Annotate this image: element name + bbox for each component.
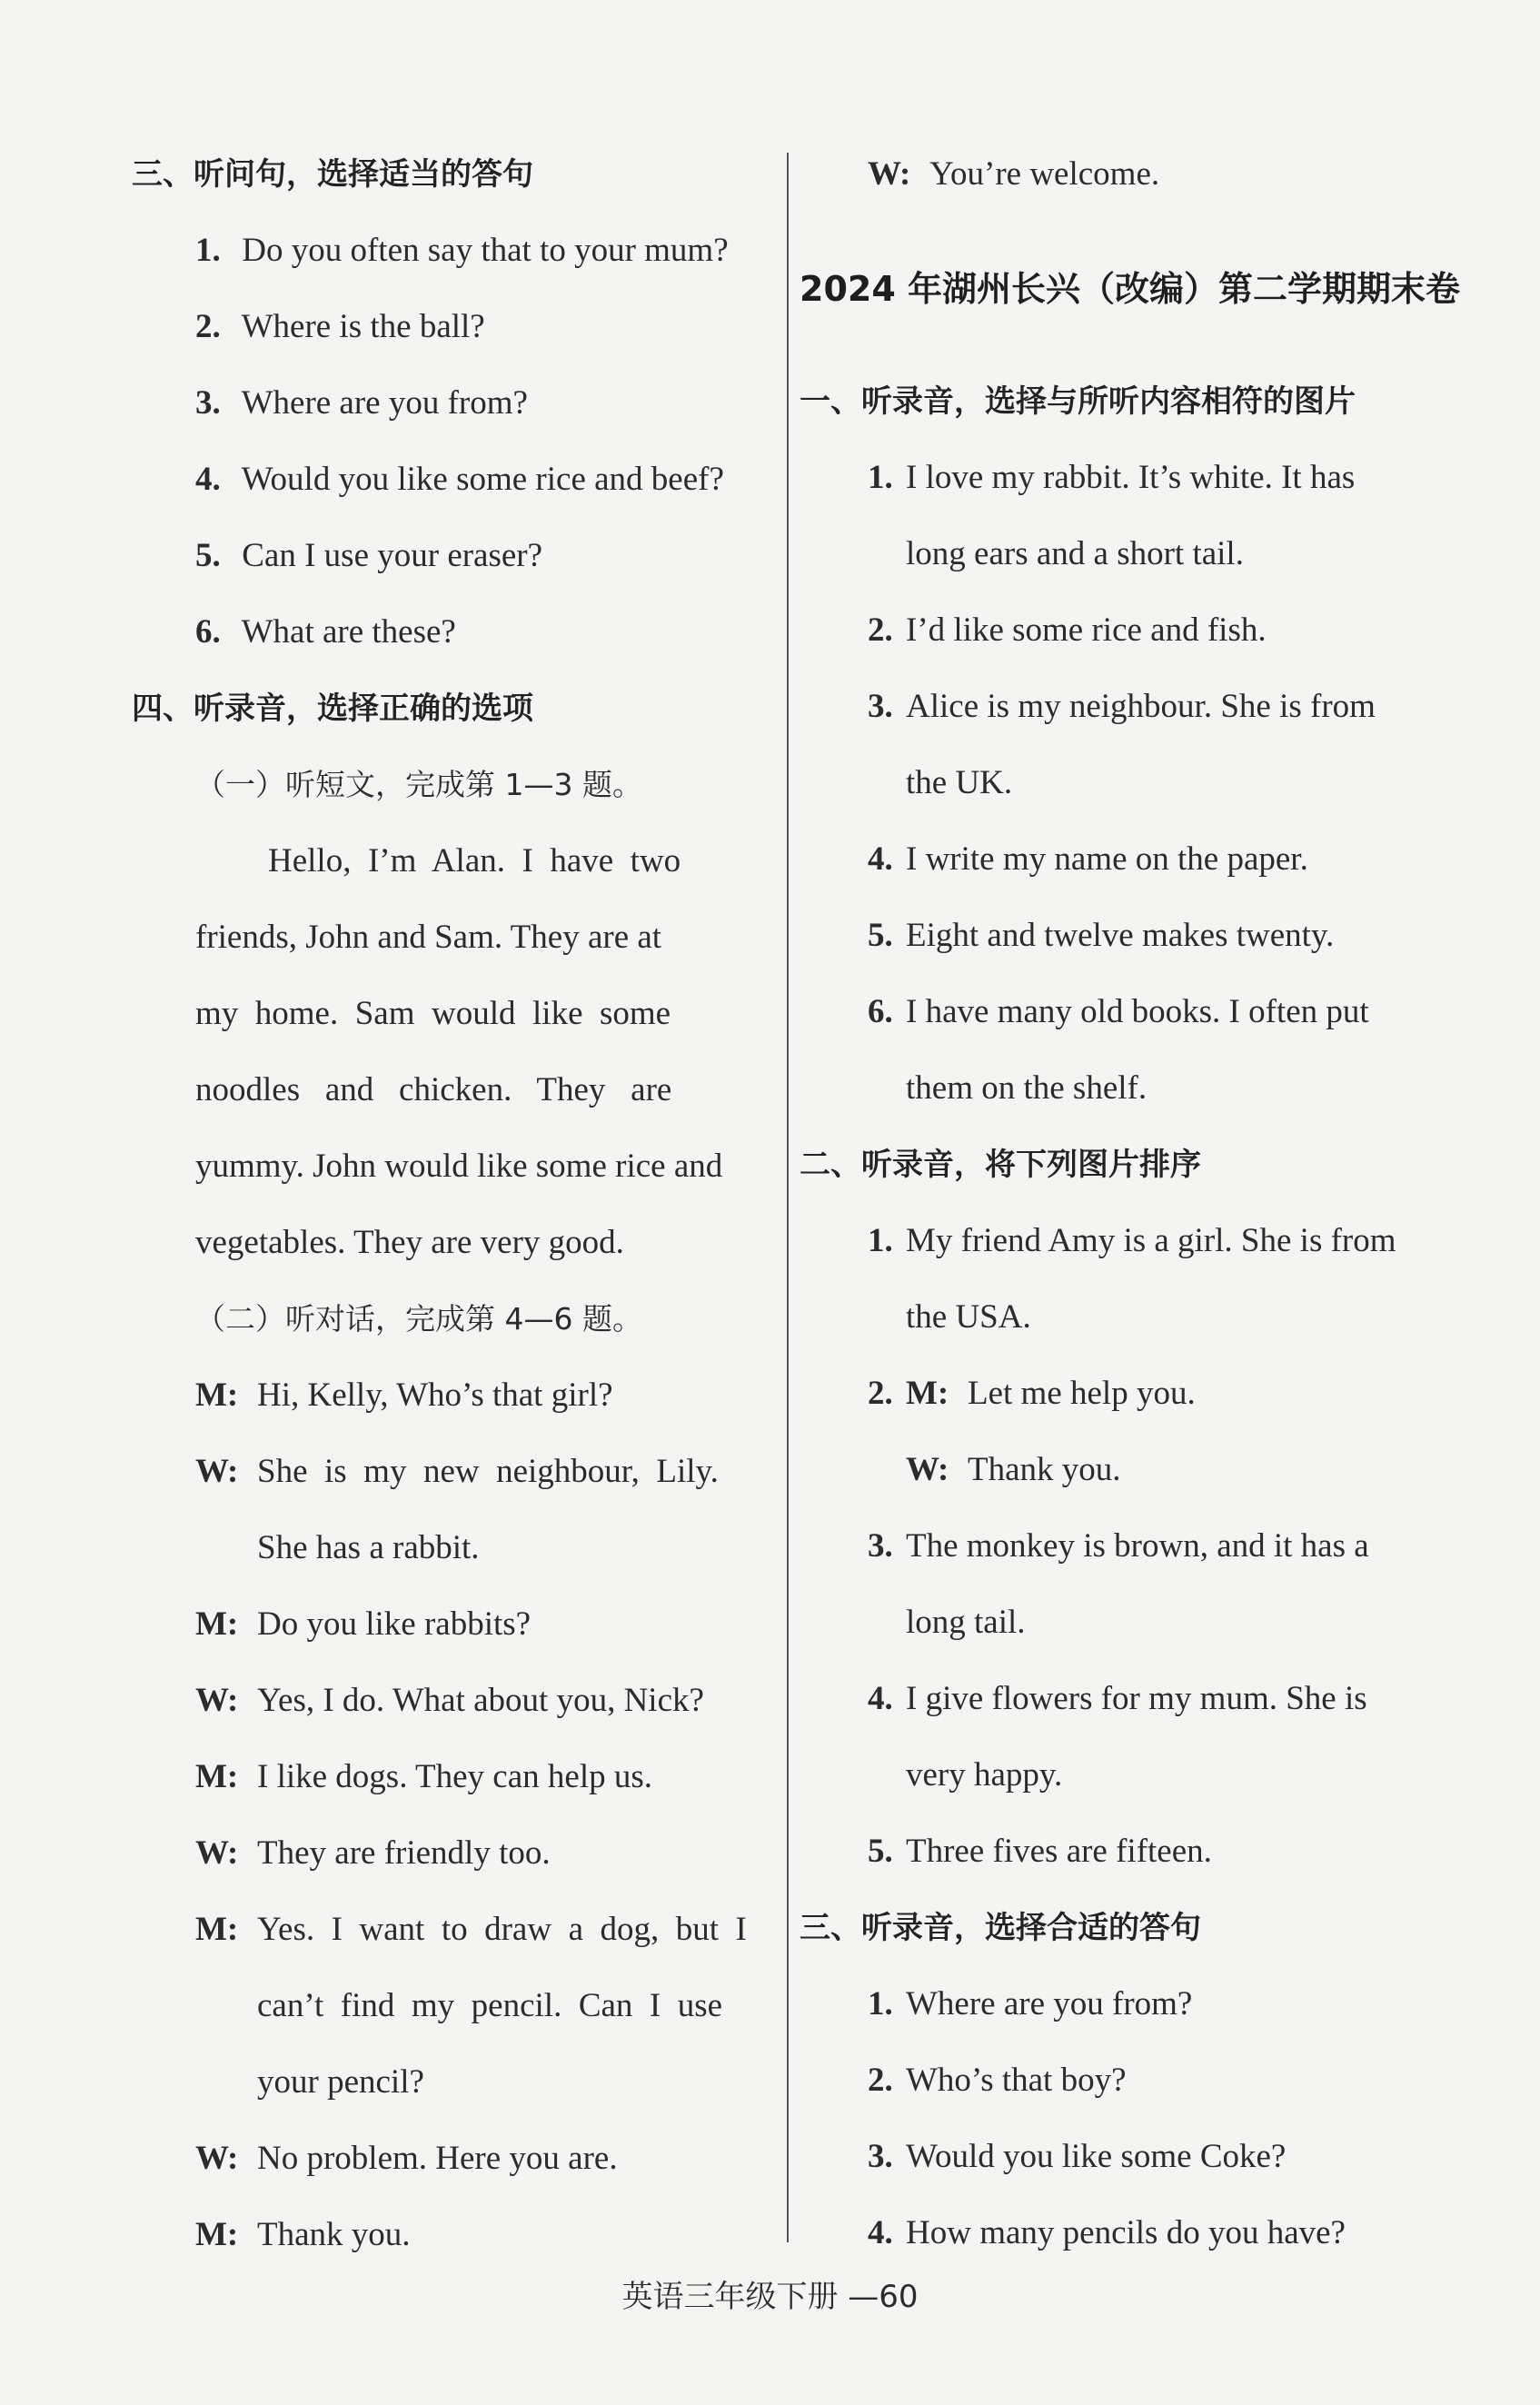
list-item: 2. Who’s that boy?	[868, 2062, 1127, 2099]
list-item: 4. I write my name on the paper.	[868, 840, 1308, 878]
list-item: W: Thank you.	[906, 1451, 1121, 1488]
passage-line: yummy. John would like some rice and	[195, 1148, 723, 1185]
dialogue-line: W: Yes, I do. What about you, Nick?	[195, 1682, 704, 1719]
section-heading: 一、听录音，选择与所听内容相符的图片	[800, 383, 1356, 420]
list-item: 4. Would you like some rice and beef?	[195, 461, 724, 498]
dialogue-line: your pencil?	[257, 2063, 424, 2101]
passage-line: noodles and chicken. They are	[195, 1071, 672, 1108]
dialogue-line: She has a rabbit.	[257, 1529, 480, 1566]
part-label: （一）听短文，完成第 1—3 题。	[195, 767, 642, 802]
list-item: 5. Eight and twelve makes twenty.	[868, 917, 1335, 954]
list-item: 6. What are these?	[195, 613, 456, 651]
list-item: 3. Where are you from?	[195, 384, 528, 422]
list-item: long tail.	[906, 1604, 1026, 1641]
list-item: the USA.	[906, 1298, 1031, 1336]
list-item: very happy.	[906, 1756, 1063, 1794]
list-item: 5. Can I use your eraser?	[195, 537, 543, 574]
list-item: the UK.	[906, 764, 1013, 801]
list-item: 2. I’d like some rice and fish.	[868, 611, 1267, 649]
dialogue-line: M: Hi, Kelly, Who’s that girl?	[195, 1376, 613, 1414]
list-item: 4. I give flowers for my mum. She is	[868, 1680, 1367, 1717]
list-item: 2. M: Let me help you.	[868, 1375, 1196, 1412]
part-label: （二）听对话，完成第 4—6 题。	[195, 1301, 642, 1337]
passage-line: vegetables. They are very good.	[195, 1224, 624, 1261]
list-item: 4. How many pencils do you have?	[868, 2214, 1346, 2251]
dialogue-line: can’t find my pencil. Can I use	[257, 1987, 723, 2024]
list-item: 1. Where are you from?	[868, 1985, 1193, 2022]
dialogue-line: M: Yes. I want to draw a dog, but I	[195, 1911, 747, 1948]
list-item: 6. I have many old books. I often put	[868, 993, 1369, 1030]
dialogue-line: W: No problem. Here you are.	[195, 2140, 618, 2177]
dialogue-line: M: Do you like rabbits?	[195, 1605, 532, 1643]
list-item: 2. Where is the ball?	[195, 308, 485, 345]
dialogue-line: M: I like dogs. They can help us.	[195, 1758, 653, 1795]
passage-line: friends, John and Sam. They are at	[195, 919, 662, 956]
section-heading: 三、听录音，选择合适的答句	[800, 1910, 1201, 1946]
dialogue-line: W: They are friendly too.	[195, 1834, 551, 1872]
passage-line: my home. Sam would like some	[195, 995, 671, 1032]
list-item: 1. My friend Amy is a girl. She is from	[868, 1222, 1396, 1259]
list-item: 5. Three fives are fifteen.	[868, 1833, 1212, 1870]
section-heading: 三、听问句，选择适当的答句	[132, 156, 533, 193]
list-item: them on the shelf.	[906, 1069, 1148, 1107]
list-item: long ears and a short tail.	[906, 535, 1244, 572]
list-item: 1. I love my rabbit. It’s white. It has	[868, 459, 1356, 496]
section-heading: 二、听录音，将下列图片排序	[800, 1147, 1201, 1183]
list-item: 3. Would you like some Coke?	[868, 2138, 1287, 2175]
dialogue-line: W: She is my new neighbour, Lily.	[195, 1453, 719, 1490]
section-heading: 四、听录音，选择正确的选项	[132, 691, 533, 727]
page-footer: 英语三年级下册 —60	[621, 2279, 919, 2315]
list-item: 3. The monkey is brown, and it has a	[868, 1527, 1369, 1565]
dialogue-line: M: Thank you.	[195, 2216, 411, 2253]
list-item: 1. Do you often say that to your mum?	[195, 232, 729, 269]
exam-title: 2024 年湖州长兴（改编）第二学期期末卷	[800, 269, 1460, 309]
dialogue-line: W: You’re welcome.	[868, 155, 1160, 193]
passage-line: Hello, I’m Alan. I have two	[268, 842, 681, 880]
list-item: 3. Alice is my neighbour. She is from	[868, 688, 1376, 725]
column-divider	[787, 153, 789, 2242]
